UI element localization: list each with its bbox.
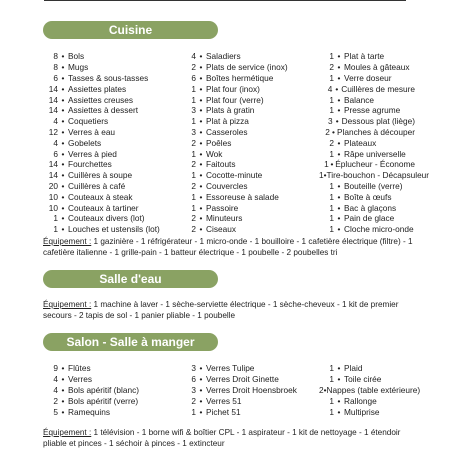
item-quantity: 1: [191, 191, 196, 202]
salle-eau-equipment: [43, 299, 415, 321]
bullet-icon: •: [335, 116, 339, 127]
bullet-icon: •: [199, 159, 203, 170]
list-item: [319, 395, 415, 406]
list-item: [43, 159, 181, 170]
list-item: [181, 62, 319, 73]
item-quantity: 4: [53, 137, 58, 148]
item-quantity: 8: [53, 51, 58, 62]
item-name: Plat four (inox): [206, 83, 260, 94]
list-item: [319, 170, 430, 181]
list-item: [319, 94, 415, 105]
item-quantity: 1: [319, 170, 324, 181]
bullet-icon: •: [323, 384, 327, 395]
item-quantity: 4: [191, 51, 196, 62]
item-quantity: 10: [48, 191, 58, 202]
list-item: [181, 94, 319, 105]
list-item: [181, 105, 319, 116]
bullet-icon: •: [61, 126, 65, 137]
list-item: [319, 83, 415, 94]
bullet-icon: •: [199, 137, 203, 148]
item-name: Verres 51: [206, 395, 242, 406]
item-name: Plateaux: [344, 137, 377, 148]
item-name: Rallonge: [344, 395, 377, 406]
item-name: Ramequins: [68, 406, 110, 417]
item-quantity: 2: [191, 159, 196, 170]
list-item: [319, 105, 415, 116]
item-quantity: 12: [48, 126, 58, 137]
item-name: Boîte à œufs: [344, 191, 392, 202]
bullet-icon: •: [199, 406, 203, 417]
item-quantity: 1: [329, 224, 334, 235]
item-name: Assiettes plates: [68, 83, 127, 94]
cuisine-column-2: [181, 51, 319, 235]
list-item: [43, 406, 181, 417]
equipment-text: 1 télévision - 1 borne wifi & boîtier CPL - 1 aspirateur - 1 kit de nettoyage - 1 étendoir pliable et pinces - 1 séchoir à pinces - 1 extincteur: [43, 428, 401, 448]
list-item: [43, 170, 181, 181]
list-item: [181, 159, 319, 170]
item-quantity: 20: [48, 180, 58, 191]
list-item: [43, 395, 181, 406]
item-quantity: 1: [329, 148, 334, 159]
bullet-icon: •: [61, 137, 65, 148]
item-quantity: 1: [329, 202, 334, 213]
bullet-icon: •: [61, 170, 65, 181]
item-quantity: 1: [191, 94, 196, 105]
bullet-icon: •: [199, 170, 203, 181]
list-item: [319, 62, 415, 73]
list-item: [181, 385, 319, 396]
equipment-label: Équipement :: [43, 300, 92, 309]
list-item: [43, 191, 181, 202]
item-name: Verres à pied: [68, 148, 117, 159]
bullet-icon: •: [61, 384, 65, 395]
bullet-icon: •: [61, 83, 65, 94]
bullet-icon: •: [199, 374, 203, 385]
item-name: Flûtes: [68, 363, 91, 374]
item-name: Pichet 51: [206, 406, 241, 417]
item-name: Dessous plat (liège): [341, 116, 415, 127]
bullet-icon: •: [337, 137, 341, 148]
bullet-icon: •: [61, 224, 65, 235]
list-item: [181, 363, 319, 374]
bullet-icon: •: [337, 72, 341, 83]
bullet-icon: •: [61, 72, 65, 83]
list-item: [43, 62, 181, 73]
bullet-icon: •: [337, 51, 341, 62]
list-item: [319, 181, 415, 192]
bullet-icon: •: [337, 395, 341, 406]
item-quantity: 3: [191, 126, 196, 137]
item-quantity: 14: [48, 94, 58, 105]
bullet-icon: •: [330, 159, 334, 170]
list-item: [319, 213, 415, 224]
bullet-icon: •: [61, 395, 65, 406]
item-name: Plat four (verre): [206, 94, 264, 105]
item-name: Casseroles: [206, 126, 248, 137]
item-quantity: 1: [329, 72, 334, 83]
item-quantity: 1: [329, 213, 334, 224]
item-quantity: 1: [329, 406, 334, 417]
bullet-icon: •: [337, 202, 341, 213]
item-name: Éplucheur - Économe: [335, 159, 415, 170]
item-name: Verres Tulipe: [206, 363, 255, 374]
item-quantity: 2: [191, 213, 196, 224]
item-name: Râpe universelle: [344, 148, 406, 159]
item-quantity: 1: [329, 51, 334, 62]
item-name: Fourchettes: [68, 159, 112, 170]
item-quantity: 1: [329, 395, 334, 406]
item-name: Assiettes à dessert: [68, 105, 139, 116]
bullet-icon: •: [337, 180, 341, 191]
item-name: Cuillères de mesure: [341, 83, 415, 94]
item-name: Plat à pizza: [206, 116, 249, 127]
item-name: Verre doseur: [344, 72, 392, 83]
bullet-icon: •: [337, 224, 341, 235]
section-title-cuisine: Cuisine: [43, 21, 218, 39]
item-quantity: 1: [329, 180, 334, 191]
bullet-icon: •: [337, 191, 341, 202]
list-item: [43, 94, 181, 105]
bullet-icon: •: [199, 148, 203, 159]
item-quantity: 1: [329, 363, 334, 374]
item-name: Pain de glace: [344, 213, 395, 224]
list-item: [319, 159, 415, 170]
bullet-icon: •: [199, 191, 203, 202]
item-name: Verres Droit Ginette: [206, 374, 279, 385]
bullet-icon: •: [61, 51, 65, 62]
equipment-label: Équipement :: [43, 237, 92, 246]
bullet-icon: •: [199, 126, 203, 137]
item-name: Essoreuse à salade: [206, 191, 279, 202]
bullet-icon: •: [199, 202, 203, 213]
list-item: [43, 116, 181, 127]
bullet-icon: •: [323, 170, 327, 181]
bullet-icon: •: [337, 94, 341, 105]
bullet-icon: •: [61, 191, 65, 202]
list-item: [43, 137, 181, 148]
item-quantity: 2: [191, 137, 196, 148]
bullet-icon: •: [199, 51, 203, 62]
salon-column-3: [319, 363, 421, 417]
item-name: Coquetiers: [68, 116, 109, 127]
list-item: [319, 148, 415, 159]
cuisine-column-1: [43, 51, 181, 235]
bullet-icon: •: [337, 363, 341, 374]
item-quantity: 14: [48, 170, 58, 181]
item-quantity: 4: [327, 83, 333, 94]
bullet-icon: •: [61, 180, 65, 191]
item-quantity: 2: [319, 384, 324, 395]
item-quantity: 6: [53, 72, 58, 83]
bullet-icon: •: [337, 148, 341, 159]
bullet-icon: •: [199, 224, 203, 235]
item-quantity: 2: [191, 395, 196, 406]
bullet-icon: •: [199, 83, 203, 94]
item-quantity: 2: [325, 126, 330, 137]
list-item: [43, 127, 181, 138]
list-item: [181, 73, 319, 84]
item-name: Mugs: [68, 62, 89, 73]
item-quantity: 14: [48, 105, 58, 116]
item-name: Balance: [344, 94, 374, 105]
list-item: [319, 116, 415, 127]
list-item: [181, 170, 319, 181]
bullet-icon: •: [199, 116, 203, 127]
item-name: Plats de service (inox): [206, 62, 288, 73]
item-name: Tire-bouchon - Décapsuleur: [326, 170, 430, 181]
item-name: Couteaux à tartiner: [68, 202, 139, 213]
salon-inventory: [43, 363, 421, 417]
item-name: Planches à découper: [337, 126, 415, 137]
bullet-icon: •: [199, 72, 203, 83]
item-quantity: 3: [327, 116, 333, 127]
item-name: Bac à glaçons: [344, 202, 397, 213]
list-item: [43, 73, 181, 84]
item-quantity: 3: [191, 363, 196, 374]
list-item: [319, 406, 415, 417]
bullet-icon: •: [199, 384, 203, 395]
item-quantity: 2: [329, 62, 334, 73]
list-item: [181, 191, 319, 202]
item-name: Bouteille (verre): [344, 180, 403, 191]
item-name: Boîtes hermétique: [206, 72, 274, 83]
bullet-icon: •: [337, 406, 341, 417]
item-name: Couteaux à steak: [68, 191, 133, 202]
list-item: [43, 202, 181, 213]
list-item: [181, 406, 319, 417]
list-item: [43, 385, 181, 396]
item-name: Multiprise: [344, 406, 380, 417]
list-item: [181, 51, 319, 62]
item-quantity: 1: [324, 159, 329, 170]
list-item: [181, 83, 319, 94]
item-name: Presse agrume: [344, 105, 401, 116]
item-name: Gobelets: [68, 137, 102, 148]
section-title-salle-eau: Salle d'eau: [43, 270, 218, 288]
list-item: [43, 374, 181, 385]
item-name: Verres: [68, 374, 92, 385]
bullet-icon: •: [335, 83, 339, 94]
item-quantity: 6: [53, 148, 58, 159]
item-quantity: 2: [191, 180, 196, 191]
item-quantity: 3: [191, 105, 196, 116]
item-quantity: 1: [53, 224, 58, 235]
item-quantity: 9: [53, 363, 58, 374]
item-quantity: 2: [191, 62, 196, 73]
item-name: Bols apéritif (blanc): [68, 384, 140, 395]
equipment-text: 1 machine à laver - 1 sèche-serviette électrique - 1 sèche-cheveux - 1 kit de premier secours - 2 tapis de sol - 1 panier pliable - 1 poubelle: [43, 300, 399, 320]
item-quantity: 1: [191, 116, 196, 127]
bullet-icon: •: [61, 374, 65, 385]
item-quantity: 1: [329, 105, 334, 116]
list-item: [181, 395, 319, 406]
list-item: [319, 363, 415, 374]
list-item: [43, 213, 181, 224]
bullet-icon: •: [61, 148, 65, 159]
bullet-icon: •: [199, 213, 203, 224]
list-item: [319, 51, 415, 62]
bullet-icon: •: [199, 62, 203, 73]
list-item: [181, 127, 319, 138]
bullet-icon: •: [61, 94, 65, 105]
item-name: Ciseaux: [206, 224, 236, 235]
bullet-icon: •: [331, 126, 335, 137]
list-item: [43, 51, 181, 62]
bullet-icon: •: [337, 62, 341, 73]
item-name: Verres Droit Hoensbroek: [206, 384, 297, 395]
bullet-icon: •: [199, 105, 203, 116]
item-name: Wok: [206, 148, 223, 159]
bullet-icon: •: [337, 213, 341, 224]
item-quantity: 10: [48, 202, 58, 213]
bullet-icon: •: [61, 62, 65, 73]
list-item: [181, 137, 319, 148]
item-quantity: 4: [53, 384, 58, 395]
item-quantity: 2: [191, 224, 196, 235]
bullet-icon: •: [61, 213, 65, 224]
item-name: Cuillères à café: [68, 180, 126, 191]
item-quantity: 1: [191, 406, 196, 417]
bullet-icon: •: [199, 363, 203, 374]
item-name: Verres à eau: [68, 126, 116, 137]
list-item: [319, 224, 415, 235]
salon-equipment: [43, 427, 415, 449]
item-quantity: 1: [329, 94, 334, 105]
item-name: Plaid: [344, 363, 363, 374]
list-item: [319, 137, 415, 148]
bullet-icon: •: [61, 159, 65, 170]
bullet-icon: •: [61, 363, 65, 374]
item-quantity: 6: [191, 374, 196, 385]
list-item: [43, 148, 181, 159]
item-quantity: 1: [53, 213, 58, 224]
list-item: [43, 105, 181, 116]
item-name: Cocotte-minute: [206, 170, 263, 181]
list-item: [181, 374, 319, 385]
section-title-salon: Salon - Salle à manger: [43, 333, 218, 351]
item-name: Passoire: [206, 202, 239, 213]
item-name: Poêles: [206, 137, 232, 148]
list-item: [181, 202, 319, 213]
list-item: [43, 224, 181, 235]
list-item: [319, 384, 421, 396]
item-name: Cuillères à soupe: [68, 170, 133, 181]
item-quantity: 1: [329, 191, 334, 202]
list-item: [43, 181, 181, 192]
item-quantity: 5: [53, 406, 58, 417]
top-rule: [44, 0, 406, 1]
list-item: [181, 181, 319, 192]
item-name: Louches et ustensils (lot): [68, 224, 160, 235]
item-name: Plats à gratin: [206, 105, 255, 116]
list-item: [319, 202, 415, 213]
item-name: Saladiers: [206, 51, 241, 62]
bullet-icon: •: [61, 116, 65, 127]
item-name: Couteaux divers (lot): [68, 213, 145, 224]
item-quantity: 1: [191, 83, 196, 94]
item-name: Nappes (table extérieure): [326, 384, 421, 395]
item-name: Couvercles: [206, 180, 248, 191]
item-quantity: 14: [48, 83, 58, 94]
list-item: [181, 116, 319, 127]
equipment-label: Équipement :: [43, 428, 92, 437]
item-name: Bols apéritif (verre): [68, 395, 139, 406]
list-item: [319, 191, 415, 202]
cuisine-equipment: [43, 236, 415, 258]
item-name: Cloche micro-onde: [344, 224, 414, 235]
bullet-icon: •: [337, 374, 341, 385]
list-item: [181, 224, 319, 235]
item-name: Minuteurs: [206, 213, 243, 224]
item-name: Moules à gâteaux: [344, 62, 410, 73]
list-item: [319, 374, 415, 385]
cuisine-column-3: [319, 51, 430, 235]
item-quantity: 8: [53, 62, 58, 73]
bullet-icon: •: [199, 94, 203, 105]
item-name: Faitouts: [206, 159, 236, 170]
item-quantity: 1: [191, 170, 196, 181]
item-name: Toile cirée: [344, 374, 382, 385]
item-name: Tasses & sous-tasses: [68, 72, 149, 83]
list-item: [43, 83, 181, 94]
equipment-text: 1 gazinière - 1 réfrigérateur - 1 micro-onde - 1 bouilloire - 1 cafetière électrique (filtre) - 1 cafetière italienne - 1 grille-pain - 1 batteur électrique - 1 poubelle - 2 poubelles tri: [43, 237, 413, 257]
item-quantity: 4: [53, 116, 58, 127]
list-item: [43, 363, 181, 374]
item-name: Bols: [68, 51, 85, 62]
cuisine-inventory: [43, 51, 430, 235]
list-item: [181, 148, 319, 159]
salon-column-2: [181, 363, 319, 417]
bullet-icon: •: [61, 202, 65, 213]
bullet-icon: •: [199, 395, 203, 406]
bullet-icon: •: [337, 105, 341, 116]
item-quantity: 6: [191, 72, 196, 83]
list-item: [319, 127, 415, 138]
item-name: Assiettes creuses: [68, 94, 134, 105]
item-quantity: 2: [329, 137, 334, 148]
item-quantity: 2: [53, 395, 58, 406]
item-quantity: 1: [191, 148, 196, 159]
item-quantity: 4: [53, 374, 58, 385]
bullet-icon: •: [61, 105, 65, 116]
salon-column-1: [43, 363, 181, 417]
list-item: [319, 73, 415, 84]
bullet-icon: •: [199, 180, 203, 191]
item-quantity: 14: [48, 159, 58, 170]
item-quantity: 1: [329, 374, 334, 385]
item-quantity: 3: [191, 384, 196, 395]
item-quantity: 1: [191, 202, 196, 213]
item-name: Plat à tarte: [344, 51, 385, 62]
bullet-icon: •: [61, 406, 65, 417]
list-item: [181, 213, 319, 224]
